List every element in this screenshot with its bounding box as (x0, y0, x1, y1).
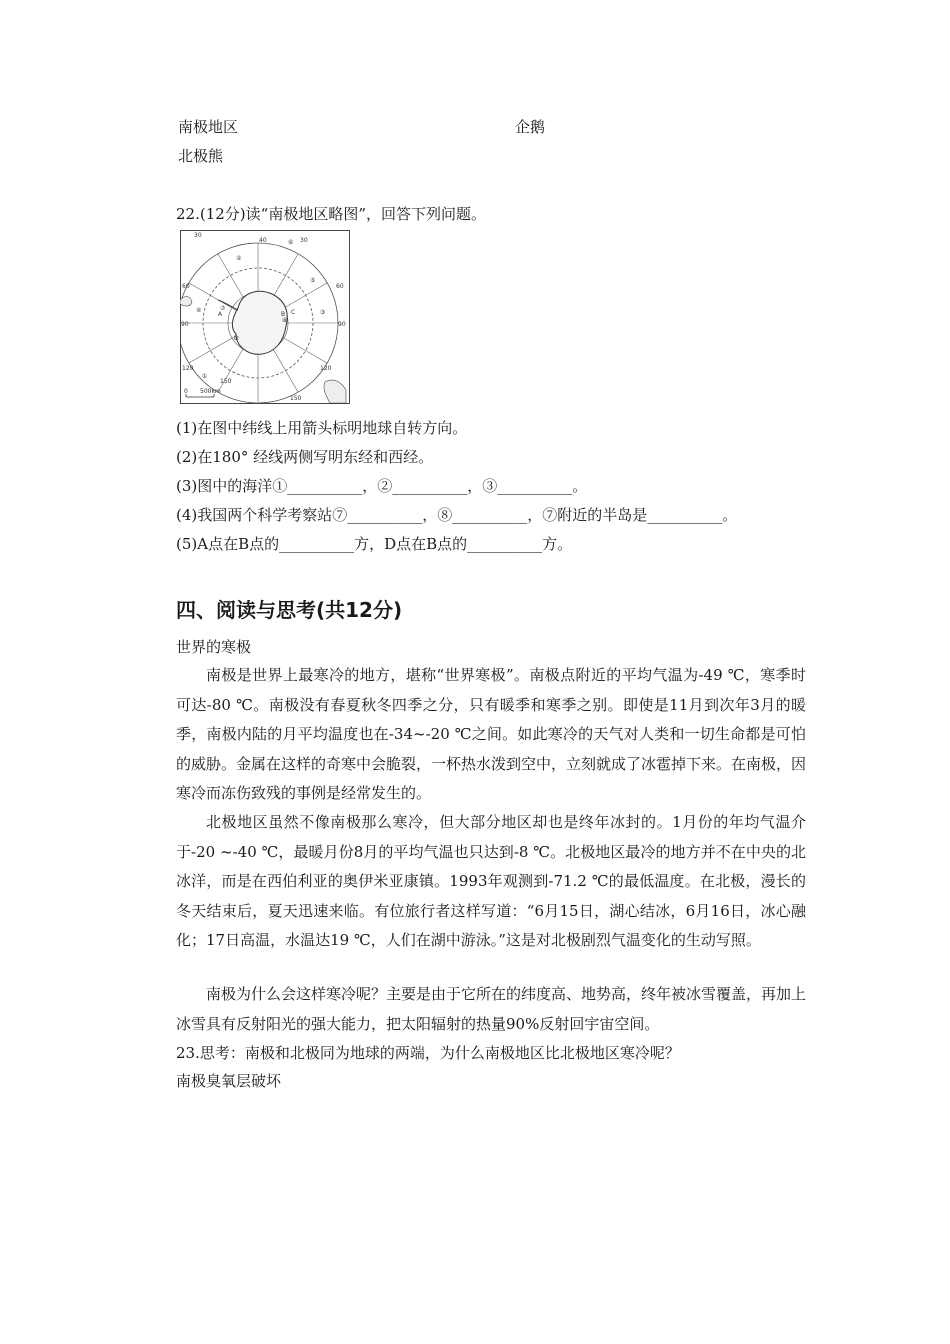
ocean-marker-2: ② (236, 255, 242, 262)
lon-label-2: 40 (259, 237, 267, 244)
q22-sub5: (5)A点在B点的__________方，D点在B点的__________方。 (176, 535, 573, 553)
lon-label-6: 150 (220, 378, 232, 385)
lon-label-9: 90 (338, 321, 346, 328)
q22-sub3: (3)图中的海洋①__________，②__________，③__________。 (176, 477, 588, 495)
article-paragraph-2: 北极地区虽然不像南极那么寒冷，但大部分地区却也是终年冰封的。1月份的年均气温介于-20 ~-40 ℃，最暖月份8月的平均气温也只达到-8 ℃。北极地区最冷的地方并不在中央的北冰洋，而是在西伯利亚的奥伊米亚康镇。1993年观测到-71.2 ℃的最低温度。在北极，漫长的冬天结束后，夏天迅速来临。有位旅行者这样写道：“6月15日，湖心结冰，6月16日，冰心融化；17日高温，水温达19 ℃，人们在湖中游泳。”这是对北极剧烈气温变化的生动写照。 (176, 813, 806, 949)
q22-title: 22.(12分)读“南极地区略图”，回答下列问题。 (176, 205, 486, 223)
lon-label-8: 120 (320, 365, 332, 372)
q22-sub4: (4)我国两个科学考察站⑦__________，⑧__________，⑦附近的半岛是__________。 (176, 506, 738, 524)
lon-label-4: 90 (181, 321, 189, 328)
scale-zero: 0 (184, 388, 188, 395)
scale-label: 500km (200, 388, 221, 395)
article-title: 世界的寒极 (176, 638, 252, 656)
point-a: A (218, 311, 223, 318)
section4-heading: 四、阅读与思考(共12分) (176, 598, 403, 622)
lon-label-11: 30 (300, 237, 308, 244)
article-paragraph-1: 南极是世界上最寒冷的地方，堪称“世界寒极”。南极点附近的平均气温为-49 ℃，寒季时可达-80 ℃。南极没有春夏秋冬四季之分，只有暖季和寒季之别。即使是11月到次年3月的暖季，南极内陆的月平均温度也在-34~-20 ℃之间。如此寒冷的天气对人类和一切生命都是可怕的威胁。金属在这样的奇寒中会脆裂，一杯热水泼到空中，立刻就成了冰雹掉下来。在南极，因寒冷而冻伤致残的事例是经常发生的。 (176, 666, 807, 802)
marker-6: ⑥ (288, 239, 294, 246)
q22-sub2: (2)在180° 经线两侧写明东经和西经。 (176, 448, 434, 466)
lon-label-3: 60 (182, 283, 190, 290)
ocean-marker-3: ③ (320, 309, 326, 316)
lon-label-5: 120 (182, 365, 194, 372)
station-marker-8: ⑧ (282, 317, 288, 324)
match-left-item-2: 北极熊 (178, 147, 224, 165)
lon-label-1: 30 (194, 232, 202, 239)
article-paragraph-3: 南极为什么会这样寒冷呢？主要是由于它所在的纬度高、地势高，终年被冰雪覆盖，再加上冰雪具有反射阳光的强大能力，把太阳辐射的热量90%反射回宇宙空间。 (176, 985, 807, 1033)
q22-sub1: (1)在图中纬线上用箭头标明地球自转方向。 (176, 419, 468, 437)
next-article-title: 南极臭氧层破坏 (176, 1072, 282, 1090)
marker-5: ⑤ (310, 277, 316, 284)
lon-label-7: 150 (290, 395, 302, 402)
point-b: B (281, 311, 286, 318)
point-c: C (291, 309, 296, 316)
antarctica-map-svg (180, 230, 350, 404)
marker-4: ④ (196, 307, 202, 314)
match-right-item: 企鹅 (515, 118, 546, 136)
match-left-item: 南极地区 (178, 118, 239, 136)
point-d: D (234, 335, 239, 342)
antarctica-map (180, 230, 350, 404)
station-marker-7: ⑦ (220, 305, 226, 312)
lon-label-10: 60 (336, 283, 344, 290)
ocean-marker-1: ① (202, 373, 208, 380)
q23-question: 23.思考：南极和北极同为地球的两端，为什么南极地区比北极地区寒冷呢？ (176, 1044, 680, 1062)
